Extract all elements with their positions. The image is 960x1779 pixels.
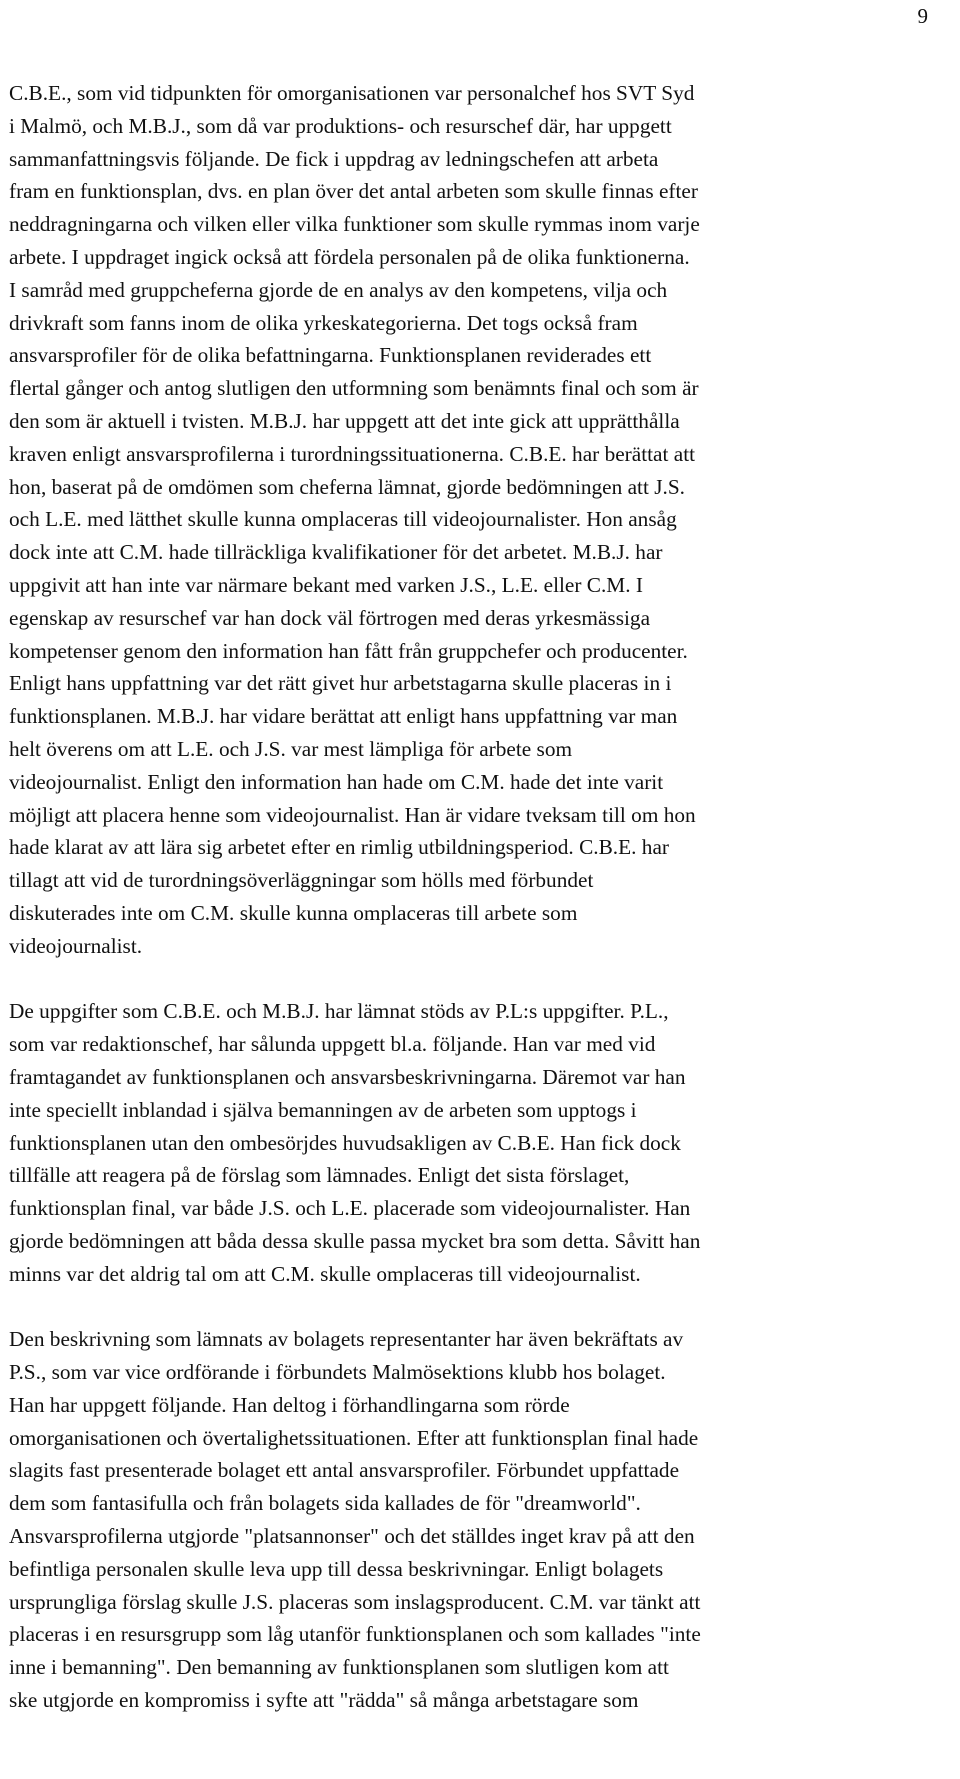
text-line: möjligt att placera henne som videojournalist. Han är vidare tveksam till om hon <box>9 802 696 827</box>
paragraph-gap <box>9 1290 929 1323</box>
paragraph-gap <box>9 963 929 996</box>
text-line: hade klarat av att lära sig arbetet efter en rimlig utbildningsperiod. C.B.E. har <box>9 835 669 860</box>
text-line: uppgivit att han inte var närmare bekant med varken J.S., L.E. eller C.M. I <box>9 572 643 597</box>
text-line: dock inte att C.M. hade tillräckliga kvalifikationer för det arbetet. M.B.J. har <box>9 540 663 565</box>
text-line: fram en funktionsplan, dvs. en plan över det antal arbeten som skulle finnas efter <box>9 179 698 204</box>
text-line: kompetenser genom den information han fått från gruppchefer och producenter. <box>9 638 688 663</box>
text-line: slagits fast presenterade bolaget ett antal ansvarsprofiler. Förbundet uppfattade <box>9 1458 680 1483</box>
text-line: inne i bemanning". Den bemanning av funktionsplanen som slutligen kom att <box>9 1655 669 1680</box>
text-line: kraven enligt ansvarsprofilerna i turordningssituationerna. C.B.E. har berättat att <box>9 441 696 466</box>
text-line: Ansvarsprofilerna utgjorde "platsannonser" och det ställdes inget krav på att den <box>9 1524 695 1549</box>
text-line: befintliga personalen skulle leva upp till dessa beskrivningar. Enligt bolagets <box>9 1556 664 1581</box>
text-line: inte speciellt inblandad i själva bemanningen av de arbeten som upptogs i <box>9 1097 637 1122</box>
text-line: funktionsplanen utan den ombesörjdes huvudsakligen av C.B.E. Han fick dock <box>9 1130 681 1155</box>
text-line: ansvarsprofiler för de olika befattningarna. Funktionsplanen reviderades ett <box>9 343 652 368</box>
paragraph <box>9 77 929 963</box>
text-line: som var redaktionschef, har sålunda uppgett bl.a. följande. Han var med vid <box>9 1032 656 1057</box>
text-line: sammanfattningsvis följande. De fick i uppdrag av ledningschefen att arbeta <box>9 146 659 171</box>
text-line: Han har uppgett följande. Han deltog i förhandlingarna som rörde <box>9 1392 570 1417</box>
text-line: videojournalist. Enligt den information han hade om C.M. hade det inte varit <box>9 769 664 794</box>
text-line: diskuterades inte om C.M. skulle kunna omplaceras till arbete som <box>9 900 578 925</box>
text-line: tillagt att vid de turordningsöverläggningar som hölls med förbundet <box>9 868 594 893</box>
text-line: arbete. I uppdraget ingick också att fördela personalen på de olika funktionerna. <box>9 244 690 269</box>
text-line: drivkraft som fanns inom de olika yrkeskategorierna. Det togs också fram <box>9 310 638 335</box>
text-line: neddragningarna och vilken eller vilka funktioner som skulle rymmas inom varje <box>9 212 700 237</box>
text-line: ske utgjorde en kompromiss i syfte att "rädda" så många arbetstagare som <box>9 1688 639 1713</box>
text-line: den som är aktuell i tvisten. M.B.J. har uppgett att det inte gick att upprätthålla <box>9 408 680 433</box>
document-body <box>9 77 929 1717</box>
text-line: minns var det aldrig tal om att C.M. skulle omplaceras till videojournalist. <box>9 1261 641 1286</box>
text-line: gjorde bedömningen att båda dessa skulle passa mycket bra som detta. Såvitt han <box>9 1228 701 1253</box>
text-line: flertal gånger och antog slutligen den utformning som benämnts final och som är <box>9 376 699 401</box>
text-line: C.B.E., som vid tidpunkten för omorganisationen var personalchef hos SVT Syd <box>9 81 695 105</box>
text-line: i Malmö, och M.B.J., som då var produktions- och resurschef där, har uppgett <box>9 113 672 138</box>
text-line: helt överens om att L.E. och J.S. var mest lämpliga för arbete som <box>9 736 573 761</box>
paragraph <box>9 1323 929 1717</box>
page-number: 9 <box>917 4 928 28</box>
text-line: omorganisationen och övertalighetssituationen. Efter att funktionsplan final hade <box>9 1425 699 1450</box>
text-line: I samråd med gruppcheferna gjorde de en analys av den kompetens, vilja och <box>9 277 668 302</box>
text-line: dem som fantasifulla och från bolagets sida kallades de för "dreamworld". <box>9 1491 641 1516</box>
text-line: och L.E. med lätthet skulle kunna omplaceras till videojournalister. Hon ansåg <box>9 507 677 532</box>
text-line: P.S., som var vice ordförande i förbundets Malmösektions klubb hos bolaget. <box>9 1360 666 1385</box>
text-line: De uppgifter som C.B.E. och M.B.J. har lämnat stöds av P.L:s uppgifter. P.L., <box>9 999 669 1024</box>
text-line: Den beskrivning som lämnats av bolagets representanter har även bekräftats av <box>9 1327 684 1352</box>
text-line: placeras i en resursgrupp som låg utanför funktionsplanen och som kallades "inte <box>9 1622 701 1647</box>
paragraph <box>9 995 929 1290</box>
text-line: egenskap av resurschef var han dock väl förtrogen med deras yrkesmässiga <box>9 605 651 630</box>
text-line: funktionsplan final, var både J.S. och L.E. placerade som videojournalister. Han <box>9 1196 691 1221</box>
text-line: framtagandet av funktionsplanen och ansvarsbeskrivningarna. Däremot var han <box>9 1064 686 1089</box>
text-line: ursprungliga förslag skulle J.S. placeras som inslagsproducent. C.M. var tänkt att <box>9 1589 701 1614</box>
text-line: funktionsplanen. M.B.J. har vidare berättat att enligt hans uppfattning var man <box>9 704 678 729</box>
text-line: tillfälle att reagera på de förslag som lämnades. Enligt det sista förslaget, <box>9 1163 630 1188</box>
text-line: hon, baserat på de omdömen som cheferna lämnat, gjorde bedömningen att J.S. <box>9 474 685 499</box>
text-line: Enligt hans uppfattning var det rätt givet hur arbetstagarna skulle placeras in i <box>9 671 672 696</box>
text-line: videojournalist. <box>9 933 143 958</box>
